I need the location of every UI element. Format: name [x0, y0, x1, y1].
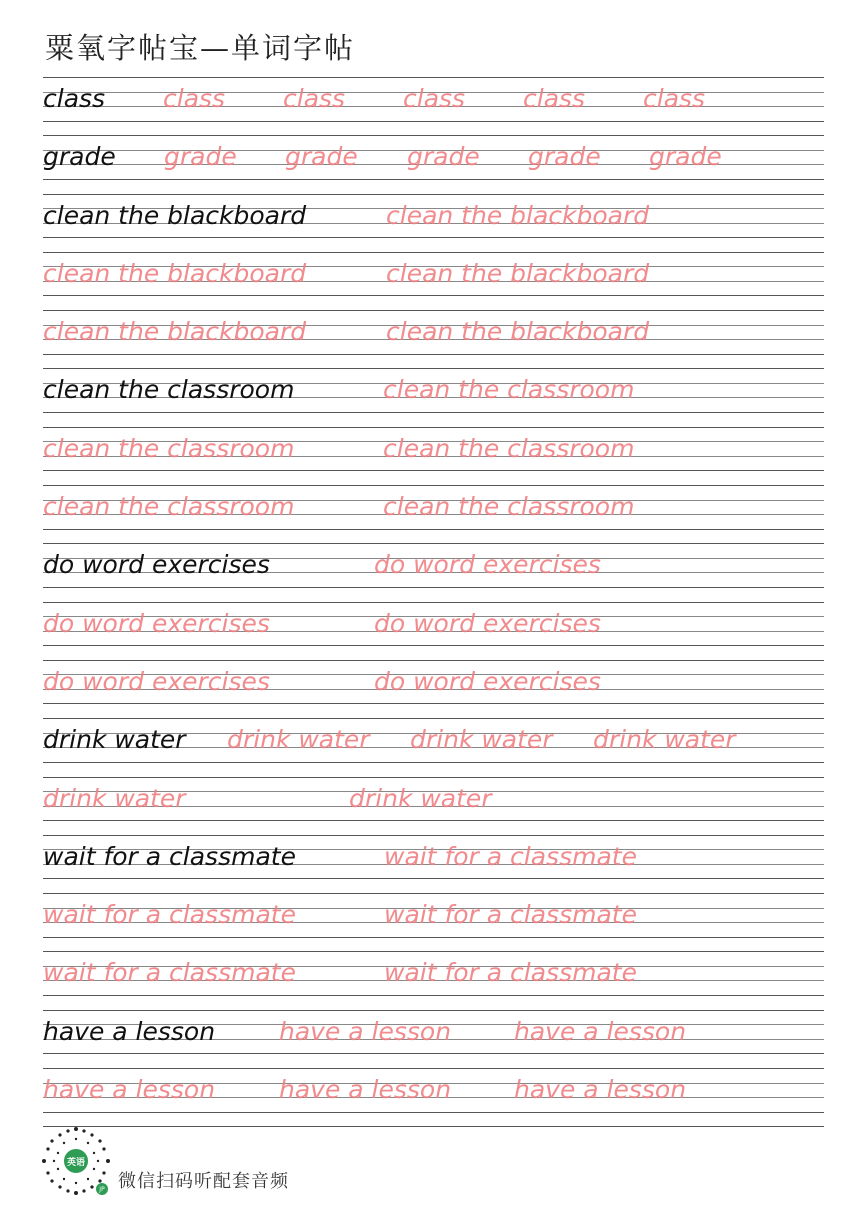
scan-instruction: 微信扫码听配套音频	[118, 1171, 289, 1192]
practice-row	[43, 660, 824, 718]
ruling-line	[43, 1112, 824, 1113]
trace-phrase: class	[643, 84, 706, 113]
ruling-line	[43, 412, 824, 413]
ruling-line	[43, 645, 824, 646]
model-phrase: clean the blackboard	[43, 200, 307, 230]
trace-phrase: class	[523, 84, 586, 113]
ruling-line	[43, 194, 824, 195]
trace-phrase: grade	[285, 142, 358, 172]
practice-row	[43, 77, 824, 135]
ruling-line	[43, 820, 824, 821]
trace-phrase: wait for a classmate	[43, 958, 296, 988]
practice-row	[43, 951, 824, 1009]
trace-phrase: wait for a classmate	[43, 900, 296, 930]
trace-phrase: clean the blackboard	[43, 258, 307, 288]
ruling-line	[43, 252, 824, 253]
ruling-line	[43, 485, 824, 486]
practice-sheet	[43, 77, 824, 1127]
trace-phrase: do word exercises	[374, 550, 601, 580]
trace-phrase: clean the blackboard	[386, 317, 650, 347]
practice-row	[43, 1010, 824, 1068]
practice-row	[43, 252, 824, 310]
mini-badge-icon: JP	[96, 1183, 108, 1195]
trace-phrase: clean the blackboard	[386, 258, 650, 288]
ruling-line	[43, 135, 824, 136]
ruling-line	[43, 368, 824, 369]
ruling-line	[43, 762, 824, 763]
ruling-line	[43, 937, 824, 938]
trace-phrase: do word exercises	[43, 608, 270, 638]
model-phrase: wait for a classmate	[43, 841, 296, 871]
trace-phrase: grade	[407, 142, 480, 172]
model-phrase: clean the classroom	[43, 375, 295, 405]
practice-row	[43, 368, 824, 426]
trace-phrase: clean the classroom	[383, 492, 635, 522]
ruling-line	[43, 878, 824, 879]
page-title: 粟氧字帖宝—单词字帖	[45, 31, 356, 65]
trace-phrase: have a lesson	[514, 1075, 687, 1105]
practice-row	[43, 310, 824, 368]
trace-phrase: class	[283, 84, 346, 113]
trace-phrase: clean the blackboard	[43, 317, 307, 347]
trace-phrase: have a lesson	[279, 1075, 452, 1105]
ruling-line	[43, 179, 824, 180]
trace-phrase: drink water	[43, 783, 186, 813]
trace-phrase: clean the classroom	[383, 375, 635, 405]
trace-phrase: class	[403, 84, 466, 113]
practice-row	[43, 602, 824, 660]
ruling-line	[43, 587, 824, 588]
trace-phrase: do word exercises	[374, 608, 601, 638]
trace-phrase: grade	[528, 142, 601, 172]
qr-code[interactable]	[40, 1125, 112, 1197]
ruling-line	[43, 354, 824, 355]
trace-phrase: have a lesson	[43, 1075, 216, 1105]
ruling-line	[43, 777, 824, 778]
ruling-line	[43, 295, 824, 296]
trace-phrase: clean the classroom	[43, 433, 295, 463]
trace-phrase: class	[163, 84, 226, 113]
ruling-line	[43, 835, 824, 836]
ruling-line	[43, 543, 824, 544]
trace-phrase: have a lesson	[279, 1016, 452, 1046]
practice-row	[43, 718, 824, 776]
trace-phrase: wait for a classmate	[384, 958, 637, 988]
trace-phrase: drink water	[349, 783, 492, 813]
practice-row	[43, 543, 824, 601]
practice-row	[43, 1068, 824, 1126]
ruling-line	[43, 703, 824, 704]
ruling-line	[43, 1010, 824, 1011]
ruling-line	[43, 951, 824, 952]
audio-footer	[40, 1125, 289, 1197]
ruling-line	[43, 237, 824, 238]
ruling-line	[43, 121, 824, 122]
ruling-line	[43, 995, 824, 996]
trace-phrase: have a lesson	[514, 1016, 687, 1046]
practice-row	[43, 194, 824, 252]
practice-row	[43, 777, 824, 835]
model-phrase: do word exercises	[43, 550, 270, 580]
ruling-line	[43, 893, 824, 894]
ruling-line	[43, 529, 824, 530]
ruling-line	[43, 1053, 824, 1054]
model-phrase: class	[43, 84, 106, 113]
ruling-line	[43, 310, 824, 311]
trace-phrase: drink water	[593, 725, 736, 755]
english-badge-icon: 英语	[62, 1147, 90, 1175]
model-phrase: grade	[43, 142, 116, 172]
trace-phrase: do word exercises	[374, 666, 601, 696]
trace-phrase: wait for a classmate	[384, 841, 637, 871]
trace-phrase: wait for a classmate	[384, 900, 637, 930]
practice-row	[43, 135, 824, 193]
trace-phrase: clean the classroom	[43, 492, 295, 522]
ruling-line	[43, 427, 824, 428]
ruling-line	[43, 470, 824, 471]
ruling-line	[43, 1068, 824, 1069]
ruling-line	[43, 660, 824, 661]
ruling-line	[43, 77, 824, 78]
model-phrase: have a lesson	[43, 1016, 216, 1046]
trace-phrase: clean the blackboard	[386, 200, 650, 230]
ruling-line	[43, 718, 824, 719]
model-phrase: drink water	[43, 725, 186, 755]
practice-row	[43, 835, 824, 893]
trace-phrase: drink water	[227, 725, 370, 755]
practice-row	[43, 427, 824, 485]
trace-phrase: grade	[649, 142, 722, 172]
trace-phrase: do word exercises	[43, 666, 270, 696]
trace-phrase: drink water	[410, 725, 553, 755]
practice-row	[43, 893, 824, 951]
ruling-line	[43, 602, 824, 603]
trace-phrase: clean the classroom	[383, 433, 635, 463]
trace-phrase: grade	[164, 142, 237, 172]
practice-row	[43, 485, 824, 543]
